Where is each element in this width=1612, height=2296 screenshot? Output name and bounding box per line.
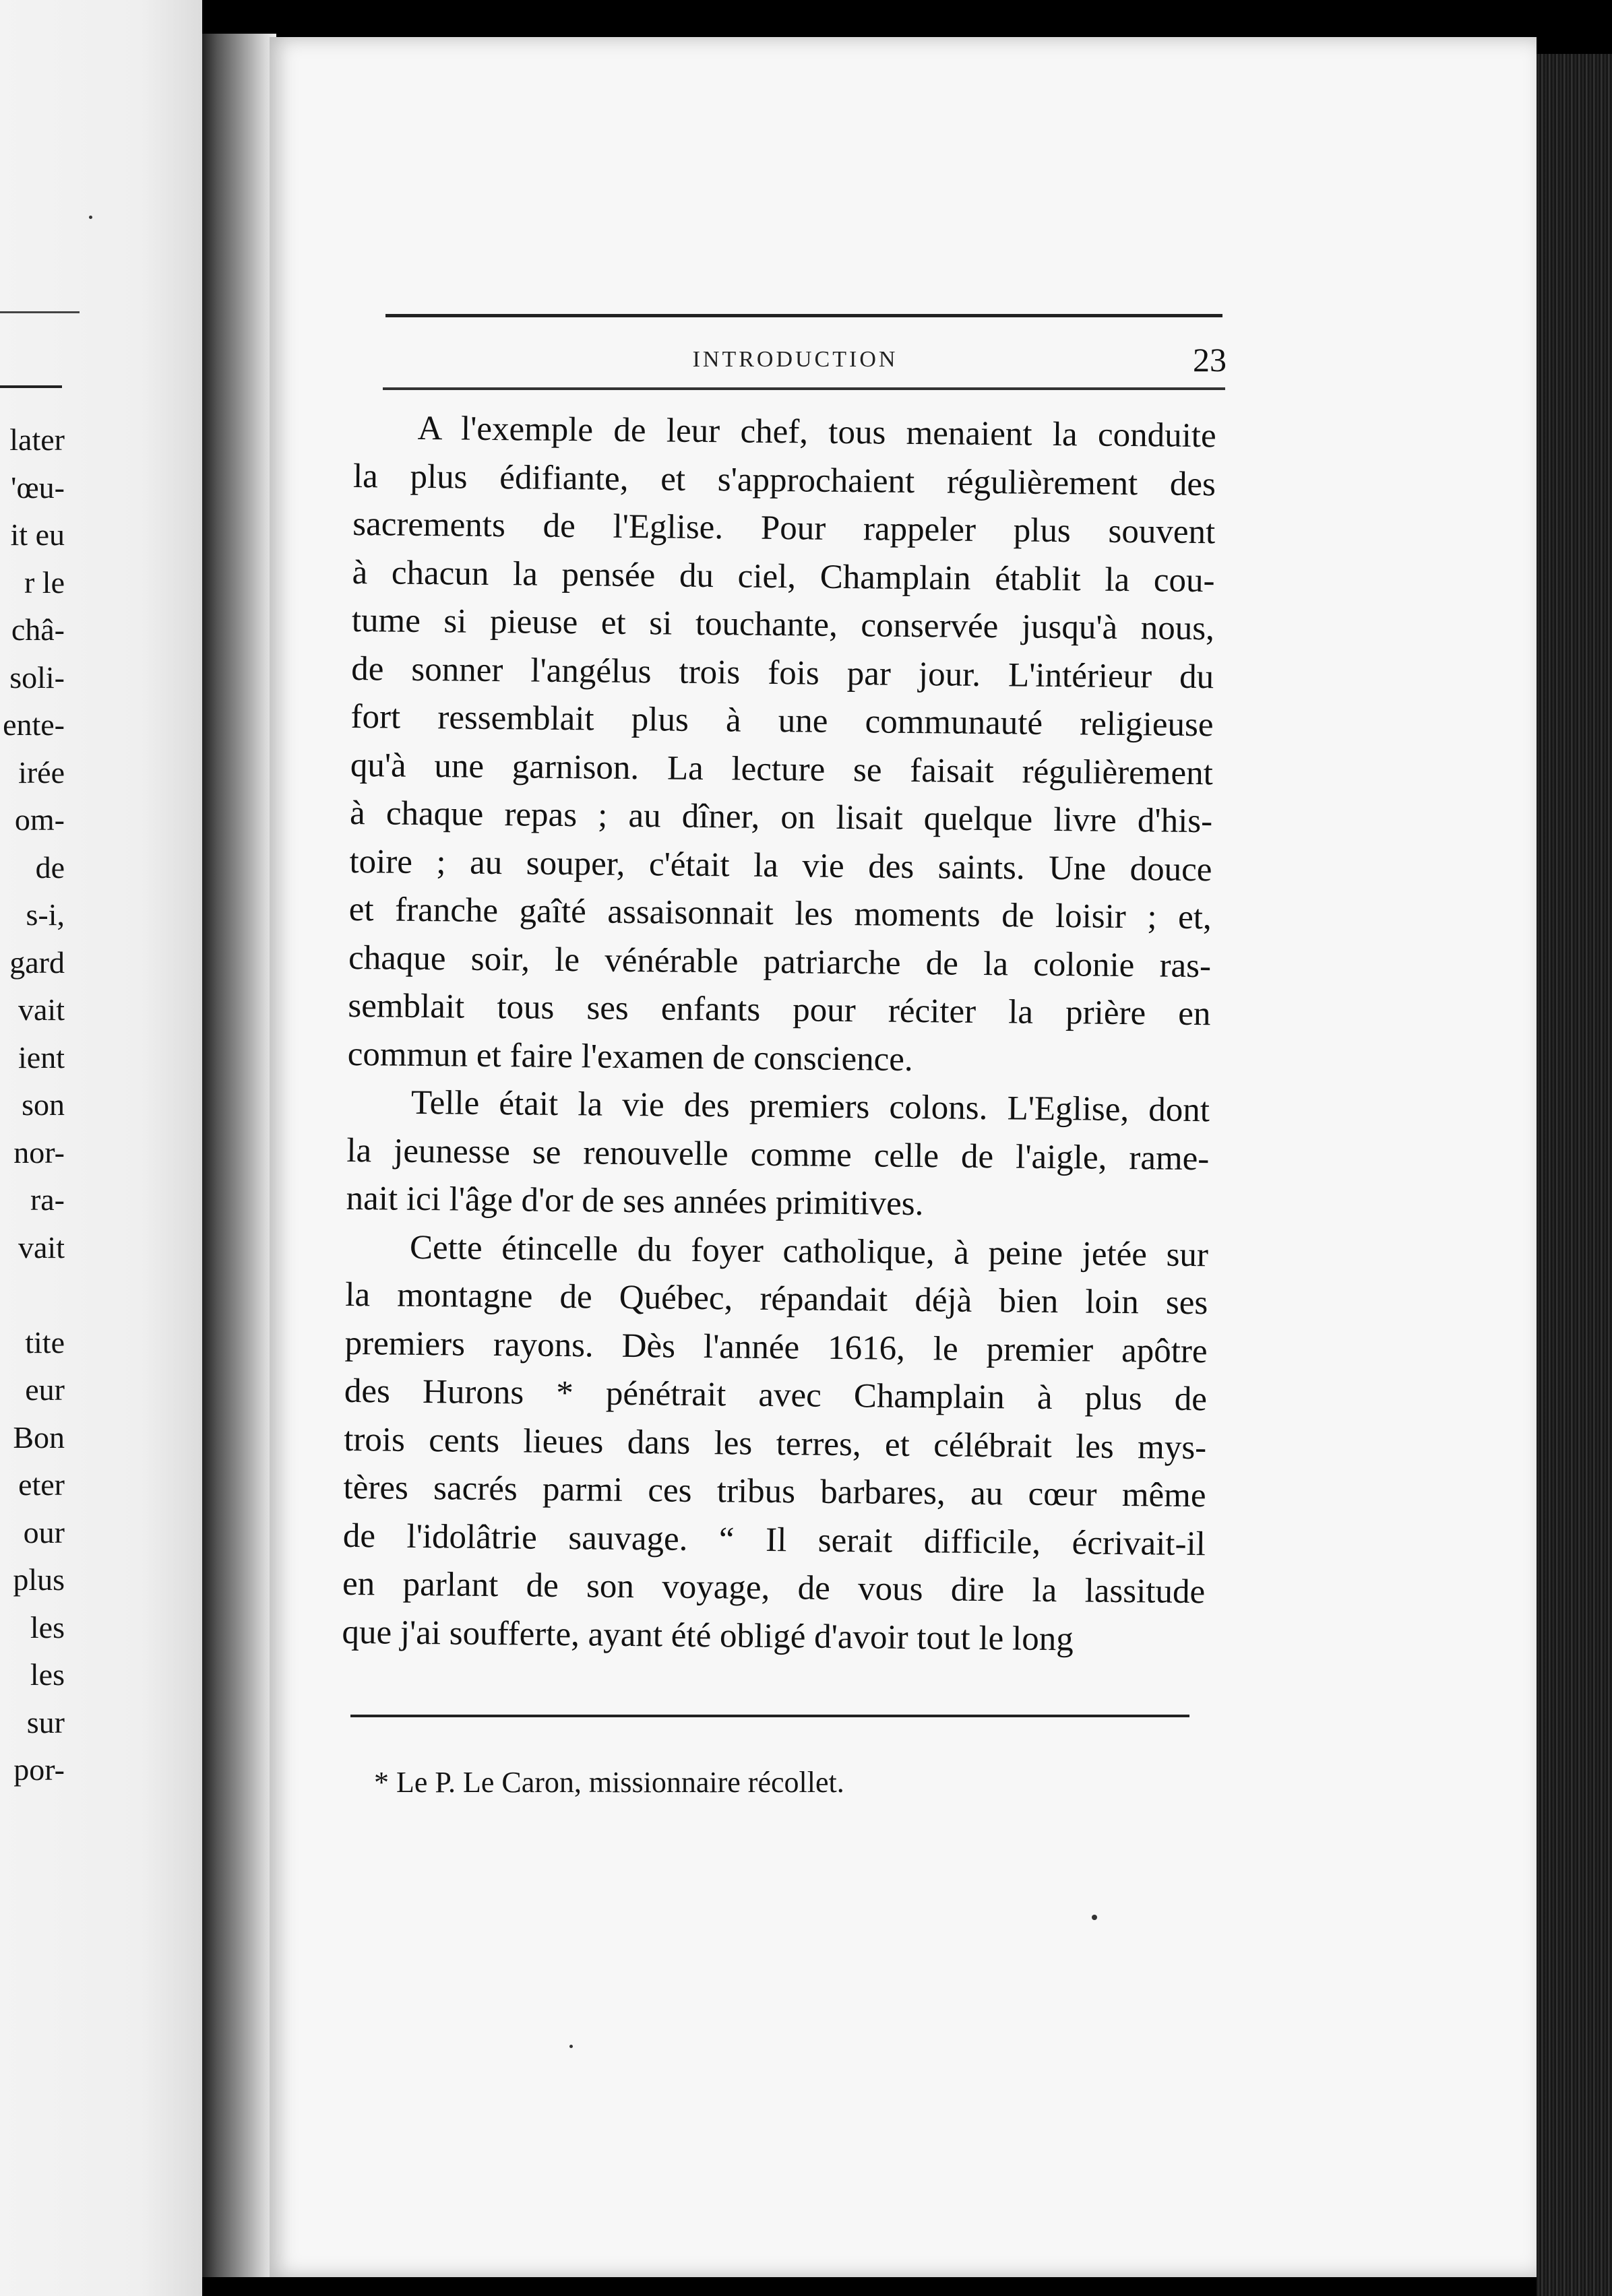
left-page-fragment: sur bbox=[26, 1704, 65, 1740]
text-line: nait ici l'âge d'or de ses années primitives. bbox=[346, 1179, 924, 1223]
text-line: des Hurons * pénétrait avec Champlain à plus de bbox=[344, 1372, 1208, 1419]
left-page-fragment: our bbox=[23, 1514, 65, 1550]
text-line: commun et faire l'examen de conscience. bbox=[347, 1035, 913, 1079]
left-page-fragment: por- bbox=[13, 1752, 65, 1787]
left-page-fragment: les bbox=[30, 1657, 65, 1692]
text-line: sacrements de l'Eglise. Pour rappeler plus souvent bbox=[352, 505, 1216, 552]
text-line: et franche gaîté assaisonnait les moments de loisir ; et, bbox=[348, 890, 1212, 937]
text-line: la montagne de Québec, répandait déjà bien loin ses bbox=[345, 1275, 1208, 1322]
left-page-fragment: Bon bbox=[13, 1420, 65, 1455]
scan-speck bbox=[89, 216, 92, 219]
left-page-fragment: r le bbox=[24, 565, 65, 600]
text-line: qu'à une garnison. La lecture se faisait régulièrement bbox=[350, 746, 1214, 792]
body-paragraph bbox=[346, 1079, 1210, 1232]
body-paragraph bbox=[347, 404, 1216, 1087]
left-page-fragment: later bbox=[9, 422, 65, 457]
text-line: trois cents lieues dans les terres, et célébrait les mys- bbox=[343, 1420, 1207, 1467]
left-page-fragment: s-i, bbox=[26, 897, 65, 932]
left-page-fragment: om- bbox=[14, 802, 65, 837]
left-page-header-rule bbox=[0, 385, 62, 388]
left-page-fragment: de bbox=[35, 850, 65, 885]
left-page-fragment: châ- bbox=[11, 612, 65, 647]
text-line: Telle était la vie des premiers colons. L'Eglise, dont bbox=[410, 1083, 1210, 1130]
text-line: la jeunesse se renouvelle comme celle de l'aigle, rame- bbox=[346, 1131, 1210, 1178]
footnote: * Le P. Le Caron, missionnaire récollet. bbox=[374, 1766, 844, 1799]
text-line: chaque soir, le vénérable patriarche de la colonie ras- bbox=[348, 938, 1212, 985]
left-page-fragment: son bbox=[22, 1087, 65, 1122]
footnote-rule bbox=[350, 1715, 1189, 1717]
left-page-fragment: eter bbox=[18, 1467, 65, 1502]
text-line: de sonner l'angélus trois fois par jour. L'intérieur du bbox=[350, 649, 1214, 696]
text-line: de l'idolâtrie sauvage. “ Il serait difficile, écrivait-il bbox=[342, 1517, 1206, 1563]
body-paragraph bbox=[342, 1223, 1208, 1665]
left-page-fragment: soli- bbox=[9, 660, 65, 695]
header-rule-bottom bbox=[383, 387, 1225, 390]
page-number: 23 bbox=[1193, 341, 1227, 379]
left-page-fragment: irée bbox=[18, 755, 65, 790]
left-page-fragment: 'œu- bbox=[11, 470, 65, 505]
left-page-fragment: gard bbox=[9, 945, 65, 980]
left-page-fragment bbox=[0, 1271, 65, 1319]
left-page-fragment: plus bbox=[13, 1562, 65, 1597]
left-page-fragment: nor- bbox=[13, 1135, 65, 1170]
running-title: INTRODUCTION bbox=[692, 347, 898, 372]
text-line: premiers rayons. Dès l'année 1616, le premier apôtre bbox=[344, 1324, 1208, 1370]
text-line: tères sacrés parmi ces tribus barbares, au cœur même bbox=[343, 1468, 1206, 1515]
text-line: fort ressemblait plus à une communauté religieuse bbox=[350, 697, 1214, 744]
text-line: tume si pieuse et si touchante, conservée jusqu'à nous, bbox=[351, 601, 1215, 648]
text-line: toire ; au souper, c'était la vie des saints. Une douce bbox=[349, 842, 1212, 889]
page-stack-edge bbox=[1537, 54, 1612, 2296]
text-line: à chacun la pensée du ciel, Champlain établit la cou- bbox=[352, 553, 1215, 600]
left-page-rule bbox=[0, 311, 80, 313]
text-line: en parlant de son voyage, de vous dire la lassitude bbox=[342, 1564, 1206, 1612]
left-page-line-ends bbox=[0, 416, 65, 1794]
text-line: que j'ai soufferte, ayant été obligé d'avoir tout le long bbox=[342, 1613, 1074, 1658]
text-line: à chaque repas ; au dîner, on lisait quelque livre d'his- bbox=[349, 794, 1213, 841]
text-line: semblait tous ses enfants pour réciter la prière en bbox=[348, 986, 1211, 1033]
left-page-fragment: ente- bbox=[3, 707, 65, 742]
text-line: la plus édifiante, et s'approchaient régulièrement des bbox=[352, 457, 1216, 503]
scan-speck bbox=[1092, 1915, 1097, 1920]
text-line: Cette étincelle du foyer catholique, à peine jetée sur bbox=[409, 1228, 1209, 1274]
left-page-fragment: vait bbox=[18, 992, 65, 1027]
left-page-fragment: it eu bbox=[10, 517, 65, 552]
book-gutter bbox=[202, 34, 276, 2277]
left-page-fragment: les bbox=[30, 1609, 65, 1645]
scan-speck bbox=[569, 2045, 573, 2048]
text-line: A l'exemple de leur chef, tous menaient la conduite bbox=[417, 409, 1216, 455]
left-page-fragment: ient bbox=[18, 1040, 65, 1075]
header-rule-top bbox=[385, 314, 1222, 317]
left-page-fragment: tite bbox=[25, 1325, 65, 1360]
left-page-fragment: ra- bbox=[30, 1182, 65, 1217]
left-page-fragment: eur bbox=[25, 1372, 65, 1407]
left-page-fragment: vait bbox=[18, 1230, 65, 1265]
body-text bbox=[342, 404, 1216, 1665]
